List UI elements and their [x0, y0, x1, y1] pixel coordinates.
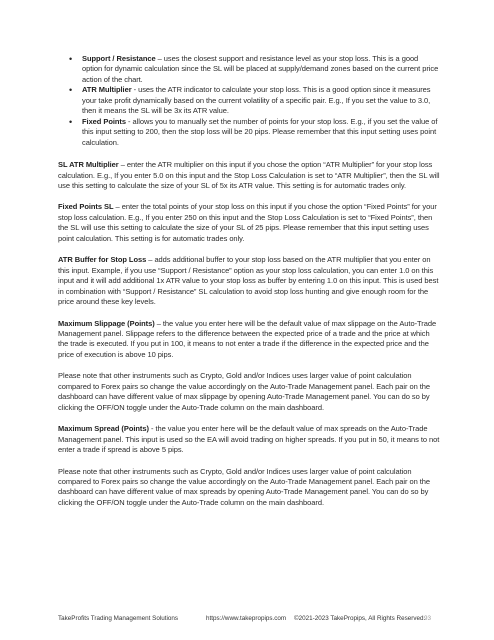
paragraph-spread-note — [58, 467, 440, 509]
setting-description: – enter the ATR multiplier on this input if you chose the option “ATR Multiplier” for your stop loss calculation. E.g., If you enter 5.0 on this input and the Stop Loss Calculation is set to “ATR Multiplier”, then the SL will use this setting to calculate the size of your SL of 5x its ATR value. This setting is for automatic trades only. — [58, 160, 440, 190]
setting-description: – adds additional buffer to your stop loss based on the ATR multiplier that you enter on this input. Example, if you use “Support / Resistance” option as your stop loss calculation, you can enter 1.0 on this input and it will add additional 1x ATR value to your stop loss as buffer by entering 1.0 on this input. This is used best in combination with “Support / Resistance” SL calculation to avoid stop loss hunting and give enough room for the price around these key levels. — [58, 255, 439, 307]
paragraph-max-spread — [58, 424, 440, 455]
paragraph-slippage-note — [58, 371, 440, 413]
list-item — [82, 54, 440, 85]
setting-description: – enter the total points of your stop loss on this input if you chose the option “Fixed Points” for your stop loss calculation. E.g., If you enter 250 on this input and the Stop Loss Calculation is set to “Fixed Points”, then the SL will use this setting to calculate the size of your SL of 25 pips. Please remember that this input setting uses point calculation. This setting is for automatic trades only. — [58, 202, 437, 243]
option-description: – uses the closest support and resistance level as your stop loss. This is a good option for dynamic calculation since the SL will be placed at supply/demand zones based on the current price action of the chart. — [82, 54, 439, 84]
footer-company: TakeProfits Trading Management Solutions — [58, 615, 179, 622]
footer-url[interactable]: https://www.takepropips.com — [206, 615, 287, 622]
option-description: - allows you to manually set the number of points for your stop loss. E.g., if you set the value of this input setting to 200, then the stop loss will be 20 pips. Please remember that this input setting uses point calculation. — [82, 116, 438, 147]
paragraph-max-slippage — [58, 319, 440, 361]
paragraph-fixed-points-sl — [58, 202, 440, 244]
paragraph-sl-atr-multiplier — [58, 160, 440, 191]
list-item — [82, 117, 440, 148]
setting-term: SL ATR Multiplier — [58, 160, 119, 170]
option-list — [58, 54, 440, 148]
note-text: Please note that other instruments such as Crypto, Gold and/or Indices uses larger value of point calculation compared to Forex pairs so change the value accordingly on the Auto-Trade Management panel. Each pair on the dashboard can have different value of max spreads by opening Auto-Trade Management panel. You can do so by clicking the OFF/ON toggle under the Auto-Trade column on the main dashboard. — [58, 466, 431, 507]
setting-description: – the value you enter here will be the default value of max slippage on the Auto-Trade Management panel. Slippage refers to the difference between the expected price of a trade and the price at which the trade is executed. If you put in 100, it means to not enter a trade if the difference in the expected price and the price of execution is above 10 pips. — [58, 318, 437, 359]
option-term: ATR Multiplier — [82, 85, 132, 95]
option-term: Support / Resistance — [82, 54, 156, 63]
footer-copyright: ©2021-2023 TakePropips, All Rights Reserved. — [294, 615, 426, 622]
paragraph-atr-buffer — [58, 255, 440, 307]
option-description: - uses the ATR indicator to calculate your stop loss. This is a good option since it measures your take profit dynamically based on the current volatility of a specific pair. E.g., If you set the value to 3.0, then it means the SL will be 3x its ATR value. — [82, 85, 431, 116]
setting-term: Maximum Spread (Points) — [58, 424, 149, 434]
note-text: Please note that other instruments such as Crypto, Gold and/or Indices uses larger value of point calculation compared to Forex pairs so change the value accordingly on the Auto-Trade Management panel. Each pair on the dashboard can have different value of max slippage by opening Auto-Trade Management panel. You can do so by clicking the OFF/ON toggle under the Auto-Trade column on the main dashboard. — [58, 371, 431, 412]
page-body — [58, 54, 440, 508]
option-term: Fixed Points — [82, 116, 126, 126]
setting-term: ATR Buffer for Stop Loss — [58, 255, 147, 265]
setting-term: Maximum Slippage (Points) — [58, 318, 155, 328]
page-number: 93 — [424, 615, 432, 622]
list-item — [82, 85, 440, 116]
setting-term: Fixed Points SL — [58, 202, 114, 212]
setting-description: - the value you enter here will be the default value of max spreads on the Auto-Trade Management panel. This input is used so the EA will avoid trading on higher spreads. If you put in 50, it means to not enter a trade if spread is above 5 pips. — [58, 424, 440, 455]
